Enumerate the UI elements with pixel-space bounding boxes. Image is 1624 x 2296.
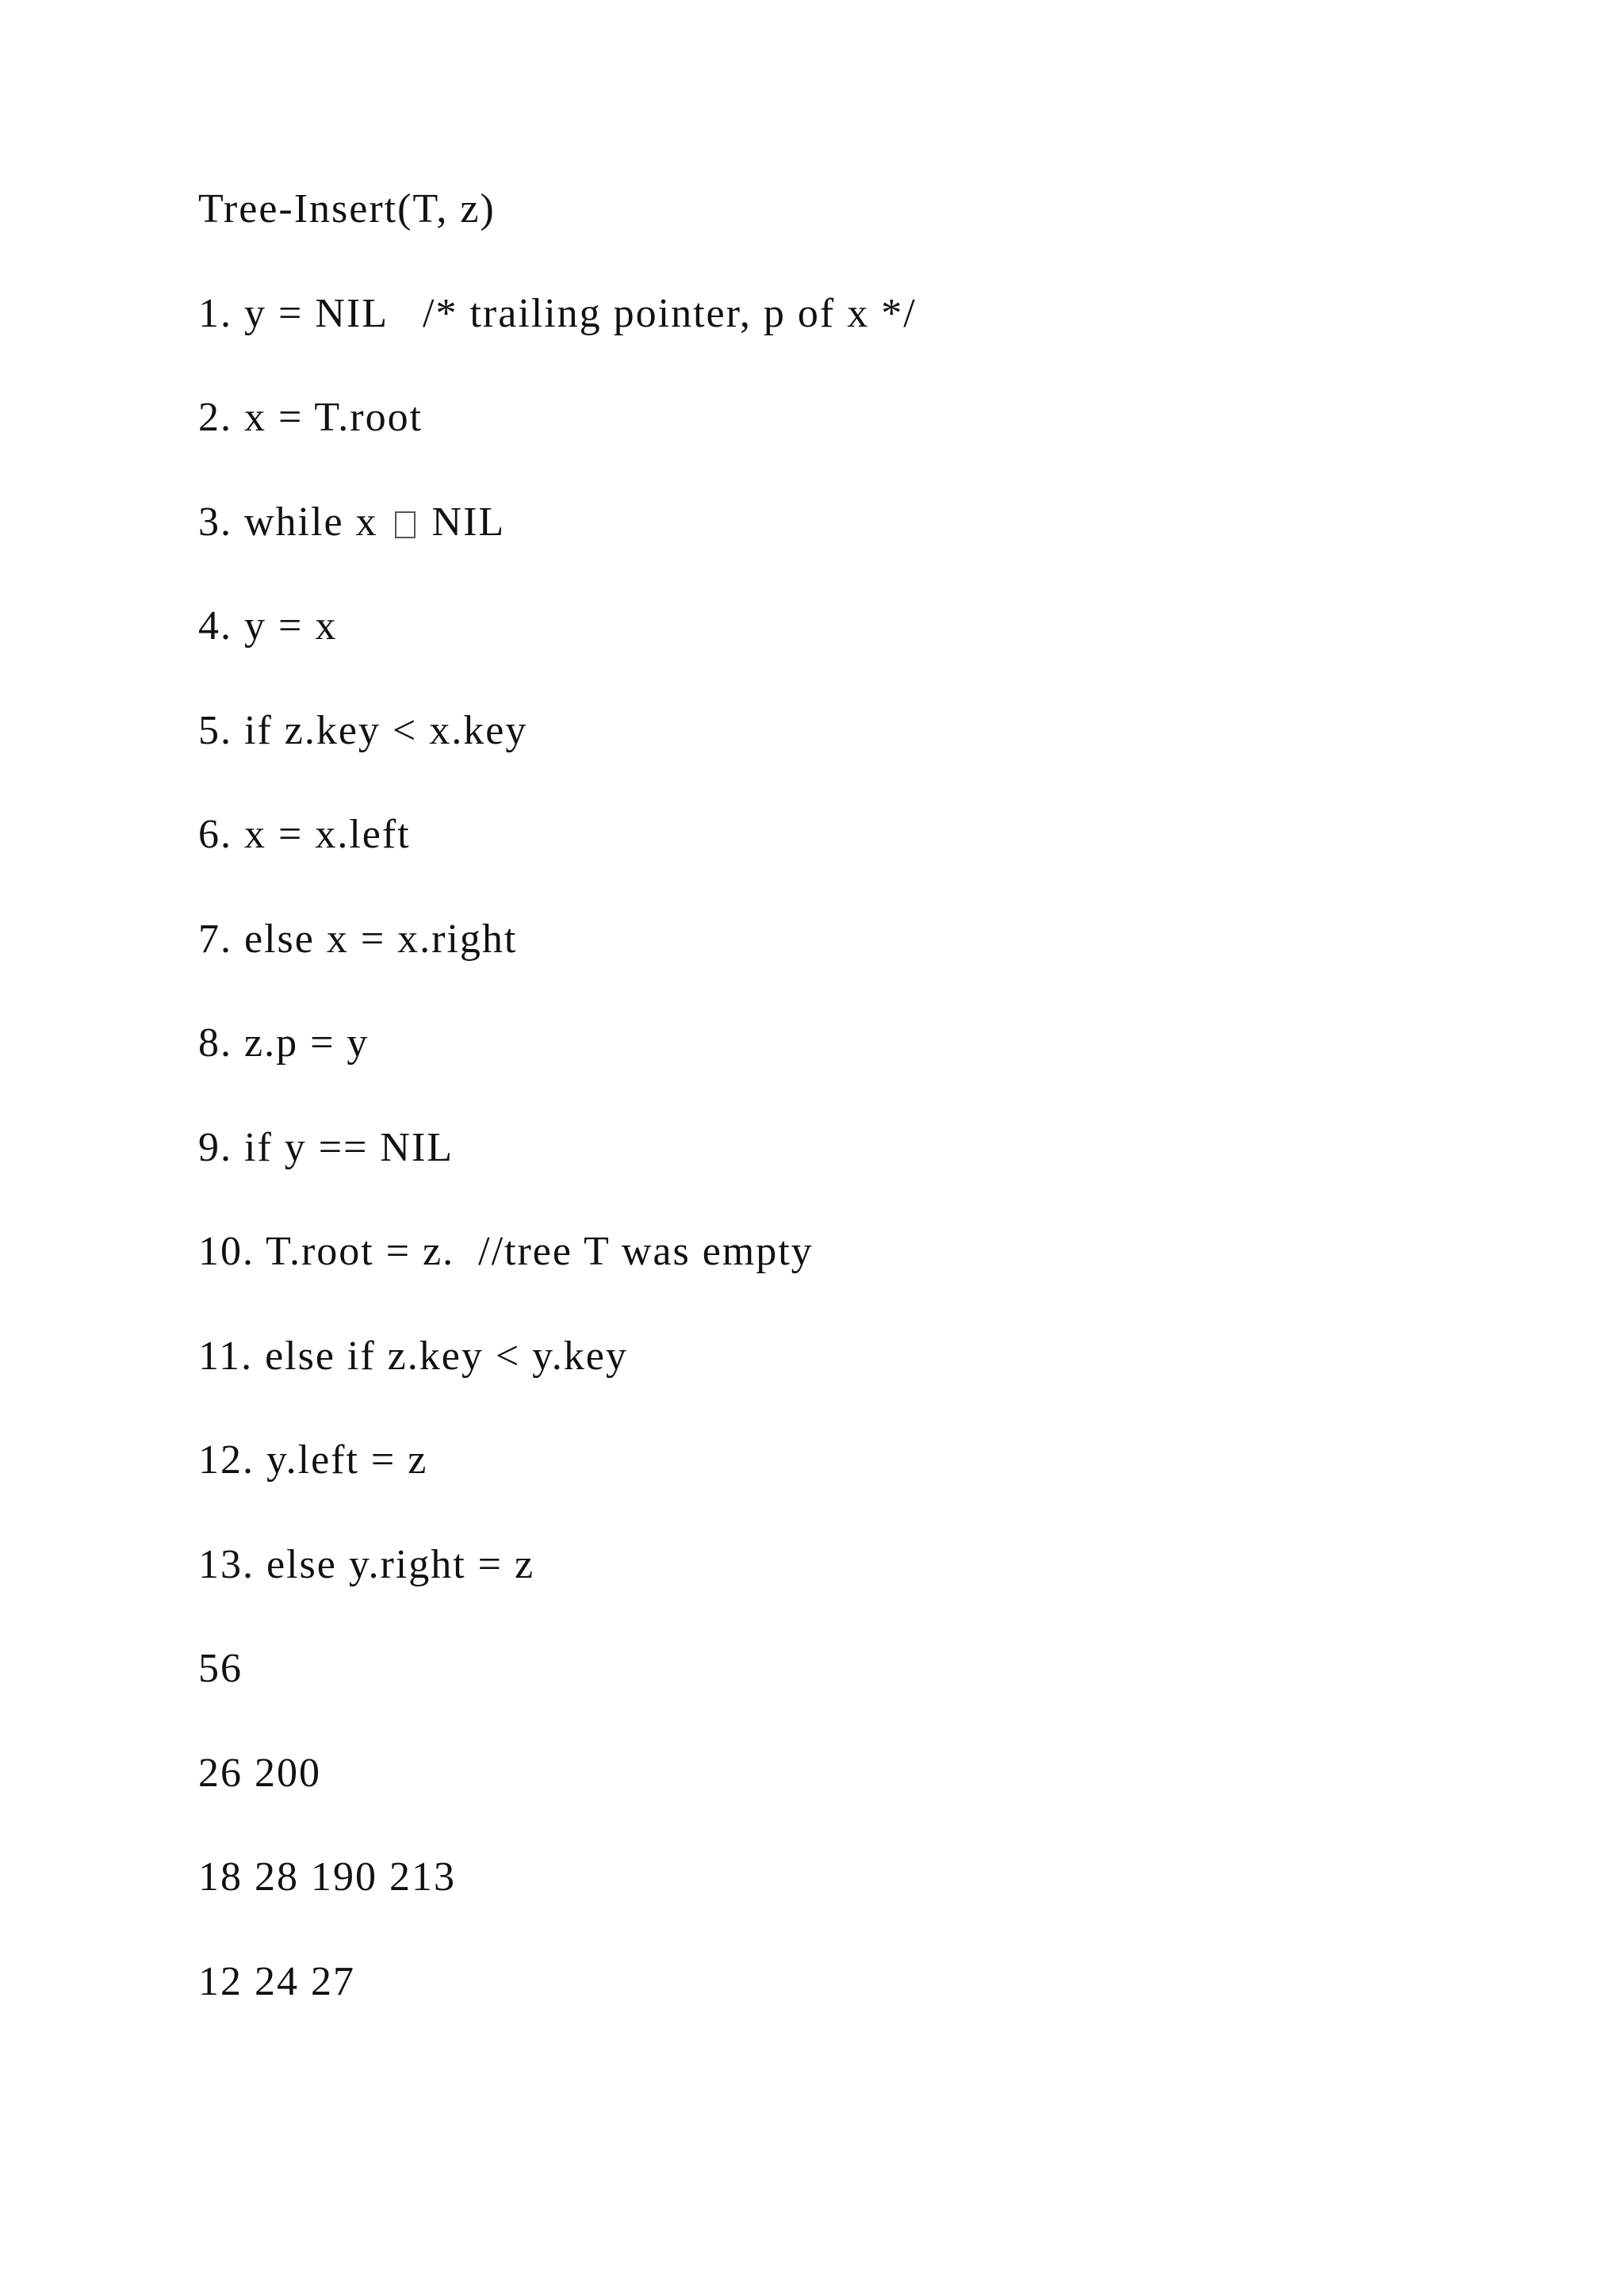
code-line-13: 13. else y.right = z (198, 1541, 535, 1587)
procedure-title: Tree-Insert(T, z) (198, 186, 496, 232)
code-line-12: 12. y.left = z (198, 1437, 428, 1483)
tree-level-1: 56 (198, 1646, 243, 1691)
code-line-3 (198, 499, 1546, 607)
code-line-5: 5. if z.key < x.key (198, 707, 528, 753)
code-line-8: 8. z.p = y (198, 1020, 370, 1066)
tree-level-3: 18 28 190 213 (198, 1854, 456, 1900)
code-line-3-head: 3. while x (198, 499, 390, 545)
missing-glyph-icon (395, 511, 416, 538)
code-line-6: 6. x = x.left (198, 812, 411, 857)
code-line-9: 9. if y == NIL (198, 1124, 454, 1170)
code-line-11: 11. else if z.key < y.key (198, 1333, 628, 1379)
tree-level-2: 26 200 (198, 1750, 321, 1796)
code-line-2: 2. x = T.root (198, 395, 423, 440)
code-line-7: 7. else x = x.right (198, 916, 518, 962)
code-line-3-tail: NIL (419, 499, 506, 545)
code-line-10: 10. T.root = z. //tree T was empty (198, 1229, 814, 1274)
tree-level-4: 12 24 27 (198, 1958, 355, 2004)
code-line-4: 4. y = x (198, 603, 338, 649)
code-line-1: 1. y = NIL /* trailing pointer, p of x */ (198, 290, 917, 336)
document-body (198, 186, 1546, 2065)
